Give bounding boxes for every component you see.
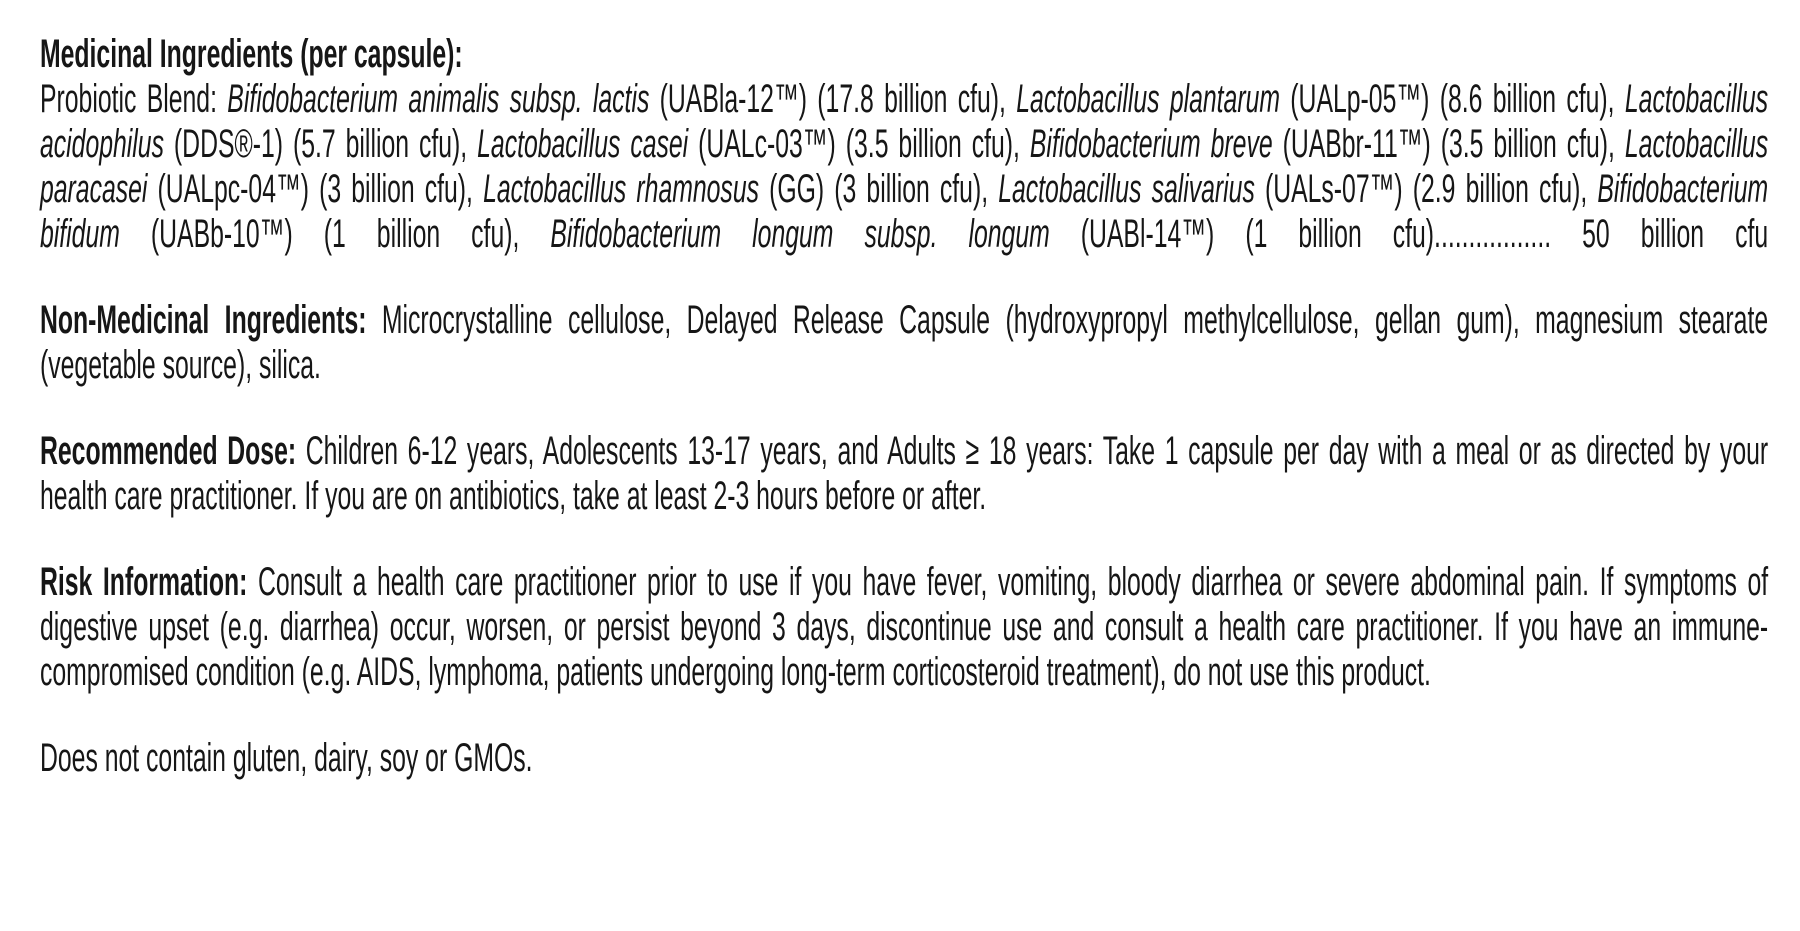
label-text-block <box>40 32 1768 781</box>
risk-information-paragraph: Risk Information: Consult a health care practitioner prior to use if you have fever, vomiting, bloody diarrhea or severe abdominal pain. If symptoms of digestive upset (e.g. diarrhea) occur, worsen, or persist beyond 3 days, discontinue use and consult a health care practitioner. If you have an immune-compromised condition (e.g. AIDS, lymphoma, patients undergoing long-term corticosteroid treatment), do not use this product. <box>40 560 1769 694</box>
recommended-dose-paragraph: Recommended Dose: Children 6-12 years, Adolescents 13-17 years, and Adults ≥ 18 years: Take 1 capsule per day with a meal or as directed by your health care practitioner. If you are on antibiotics, take at least 2-3 hours before or after. <box>40 429 1769 518</box>
probiotic-blend-paragraph: Probiotic Blend: Bifidobacterium animalis subsp. lactis (UABla-12™) (17.8 billion cfu), Lactobacillus plantarum (UALp-05™) (8.6 billion cfu), Lactobacillus acidophilus (DDS®-1) (5.7 billion cfu), Lactobacillus casei (UALc-03™) (3.5 billion cfu), Bifidobacterium breve (UABbr-11™) (3.5 billion cfu), Lactobacillus paracasei (UALpc-04™) (3 billion cfu), Lactobacillus rhamnosus (GG) (3 billion cfu), Lactobacillus salivarius (UALs-07™) (2.9 billion cfu), Bifidobacterium bifidum (UABb-10™) (1 billion cfu), Bifidobacterium longum subsp. longum (UABl-14™) (1 billion cfu)................. 50 billion cfu <box>40 77 1769 256</box>
does-not-contain-statement: Does not contain gluten, dairy, soy or GMOs. <box>40 736 533 780</box>
medicinal-ingredients-heading: Medicinal Ingredients (per capsule): <box>40 32 463 76</box>
non-medicinal-ingredients-paragraph: Non-Medicinal Ingredients: Microcrystalline cellulose, Delayed Release Capsule (hydroxypropyl methylcellulose, gellan gum), magnesium stearate (vegetable source), silica. <box>40 298 1769 387</box>
